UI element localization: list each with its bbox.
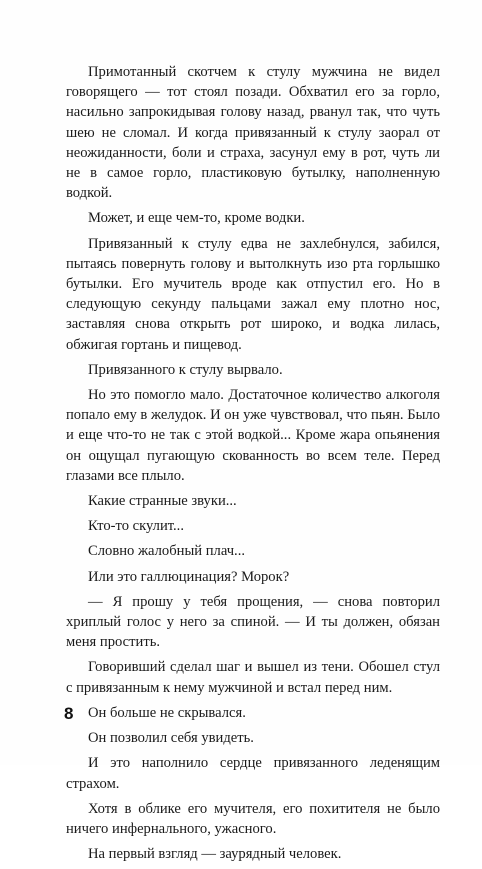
paragraph: Он позволил себя увидеть.	[88, 730, 254, 747]
paragraph: И это наполнило сердце привязанного леденящим страхом.	[66, 755, 440, 792]
paragraph: Примотанный скотчем к стулу мужчина не видел говорящего — тот стоял позади. Обхватил его за горло, насильно запрокидывая голову назад, рванул так, что чуть шею не сломал. И когда привязанный к стулу заорал от неожиданности, боли и страха, засунул ему в рот, чуть ли не в самое горло, пластиковую бутылку, наполненную водкой.	[66, 64, 440, 202]
paragraph: Но это помогло мало. Достаточное количество алкоголя попало ему в желудок. И он уже чувствовал, что пьян. Было и еще что-то не так с этой водкой... Кроме жара опьянения он ощущал пугающую скованность во всем теле. Перед глазами все плыло.	[66, 387, 440, 484]
paragraph: Он больше не скрывался.	[88, 704, 246, 721]
paragraph: Какие странные звуки...	[88, 493, 237, 510]
page-number: 8	[64, 704, 74, 723]
body-text	[66, 62, 440, 869]
paragraph: Привязанный к стулу едва не захлебнулся, забился, пытаясь повернуть голову и вытолкнуть изо рта горлышко бутылки. Его мучитель вроде как отпустил его. Но в следующую секунду пальцами зажал ему плотно нос, заставляя снова открыть рот широко, и водка лилась, обжигая гортань и пищевод.	[66, 235, 440, 353]
paragraph: Привязанного к стулу вырвало.	[88, 361, 283, 378]
paragraph: — Я прошу у тебя прощения, — снова повторил хриплый голос у него за спиной. — И ты должен, обязан меня простить.	[66, 593, 440, 651]
paragraph: Словно жалобный плач...	[88, 543, 245, 560]
paragraph: Или это галлюцинация? Морок?	[88, 568, 290, 585]
paragraph: На первый взгляд — заурядный человек.	[88, 846, 342, 863]
paragraph: Кто-то скулит...	[88, 518, 184, 535]
paragraph: Хотя в облике его мучителя, его похитителя не было ничего инфернального, ужасного.	[66, 800, 440, 837]
paragraph: Говоривший сделал шаг и вышел из тени. Обошел стул с привязанным к нему мужчиной и встал перед ним.	[66, 659, 440, 696]
paragraph: Может, и еще чем-то, кроме водки.	[88, 210, 305, 227]
